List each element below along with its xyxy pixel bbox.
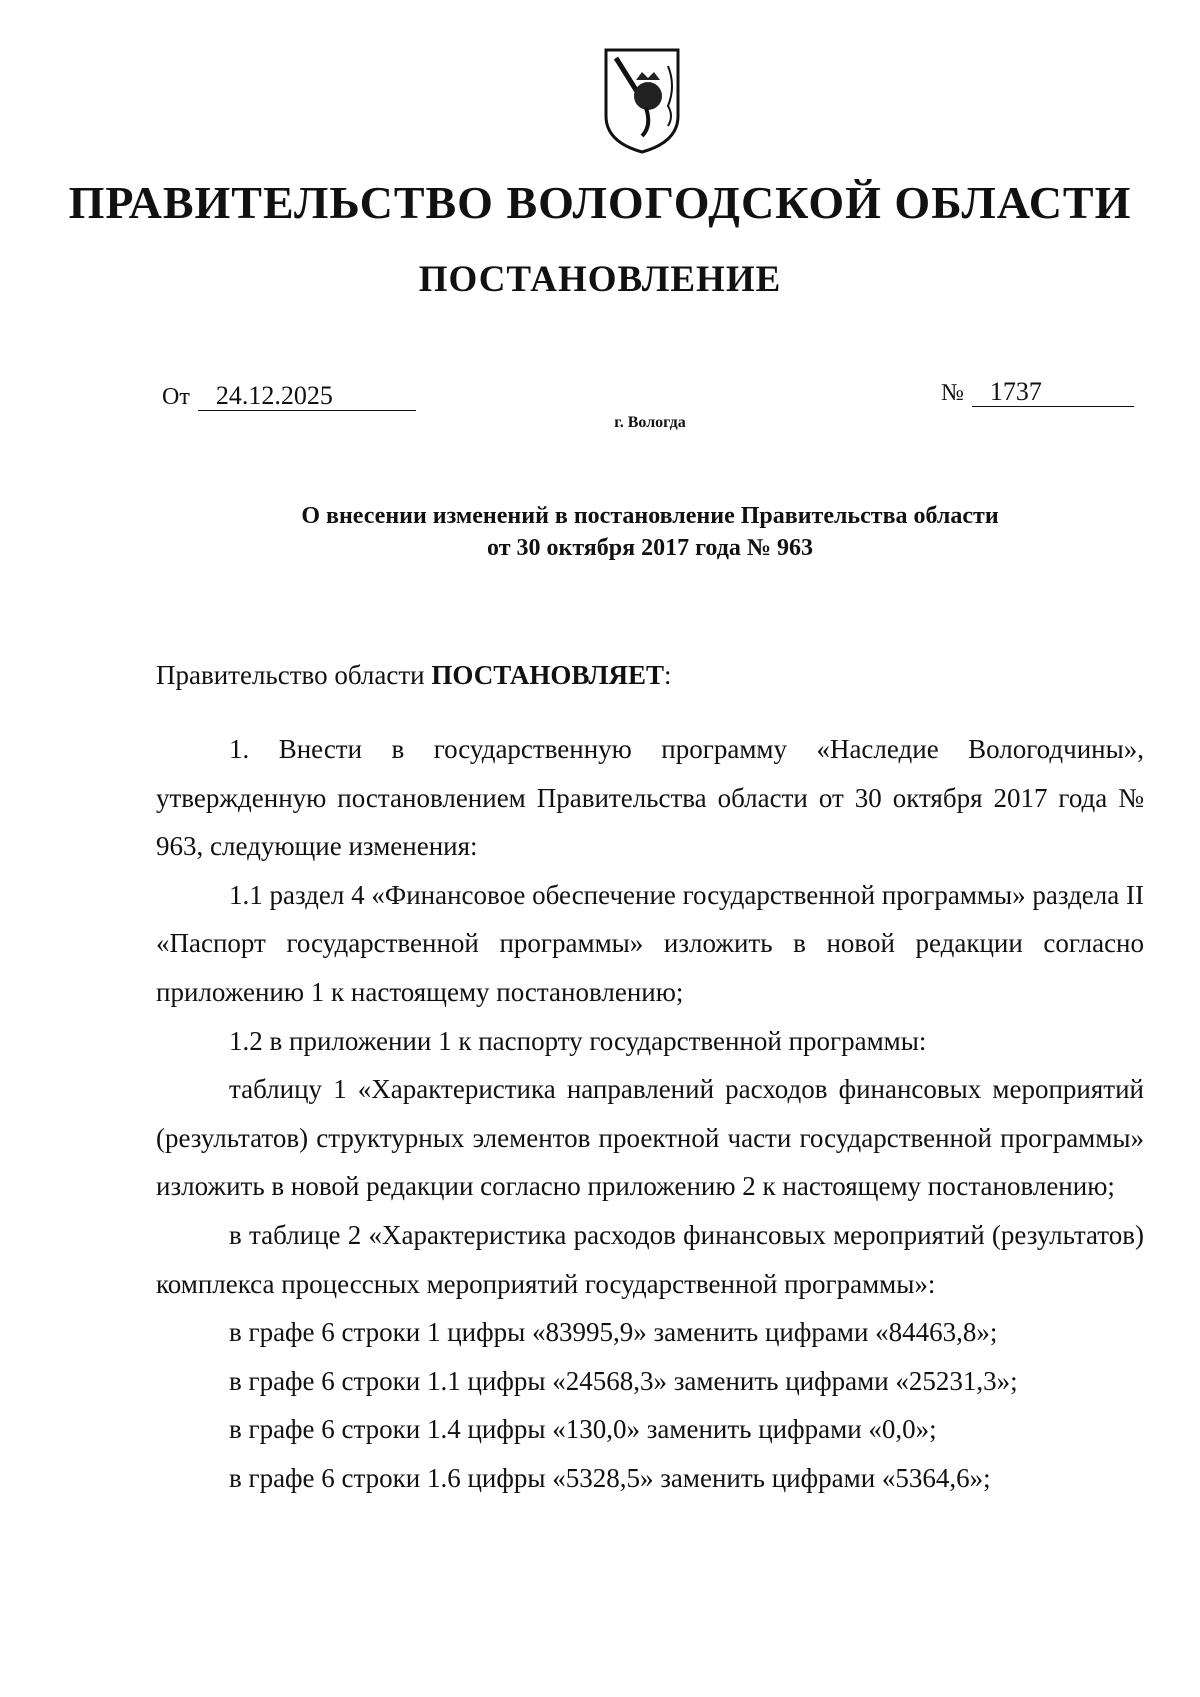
date-prefix: От [162,384,190,410]
paragraph: 1. Внести в государственную программу «Наследие Вологодчины», утвержденную постановлением Правительства области от 30 октября 2017 года № 963, следующие изменения: [156,734,1144,862]
document-body [156,725,1144,1503]
paragraph: таблицу 1 «Характеристика направлений расходов финансовых мероприятий (результатов) структурных элементов проектной части государственной программы» изложить в новой редакции согласно приложению 2 к настоящему постановлению; [156,1074,1144,1202]
paragraph: в графе 6 строки 1.1 цифры «24568,3» заменить цифрами «25231,3»; [229,1365,1018,1396]
paragraph: в графе 6 строки 1.6 цифры «5328,5» заменить цифрами «5364,6»; [229,1462,991,1493]
number-prefix: № [941,380,964,406]
paragraph: 1.2 в приложении 1 к паспорту государственной программы: [229,1025,927,1056]
preamble [156,660,672,691]
number-value: 1737 [972,378,1134,407]
coat-of-arms-emblem [602,46,682,156]
subject-line-2: от 30 октября 2017 года № 963 [487,535,813,561]
document-type: ПОСТАНОВЛЕНИЕ [418,259,782,300]
paragraph: в графе 6 строки 1 цифры «83995,9» заменить цифрами «84463,8»; [229,1317,998,1348]
city: г. Вологда [614,414,686,431]
subject-line-1: О внесении изменений в постановление Правительства области [301,503,999,529]
date-value: 24.12.2025 [198,382,416,411]
preamble-tail: : [663,660,672,690]
paragraph: в таблице 2 «Характеристика расходов финансовых мероприятий (результатов) комплекса процессных мероприятий государственной программы»: [156,1219,1144,1299]
preamble-text: Правительство области [156,660,432,690]
date-field [162,382,416,411]
organization-title: ПРАВИТЕЛЬСТВО ВОЛОГОДСКОЙ ОБЛАСТИ [68,177,1132,228]
subject-heading [100,500,1200,564]
paragraph: в графе 6 строки 1.4 цифры «130,0» заменить цифрами «0,0»; [229,1414,937,1445]
paragraph: 1.1 раздел 4 «Финансовое обеспечение государственной программы» раздела II «Паспорт государственной программы» изложить в новой редакции согласно приложению 1 к настоящему постановлению; [156,879,1144,1007]
preamble-emphasis: ПОСТАНОВЛЯЕТ [431,660,664,690]
number-field [941,378,1134,407]
